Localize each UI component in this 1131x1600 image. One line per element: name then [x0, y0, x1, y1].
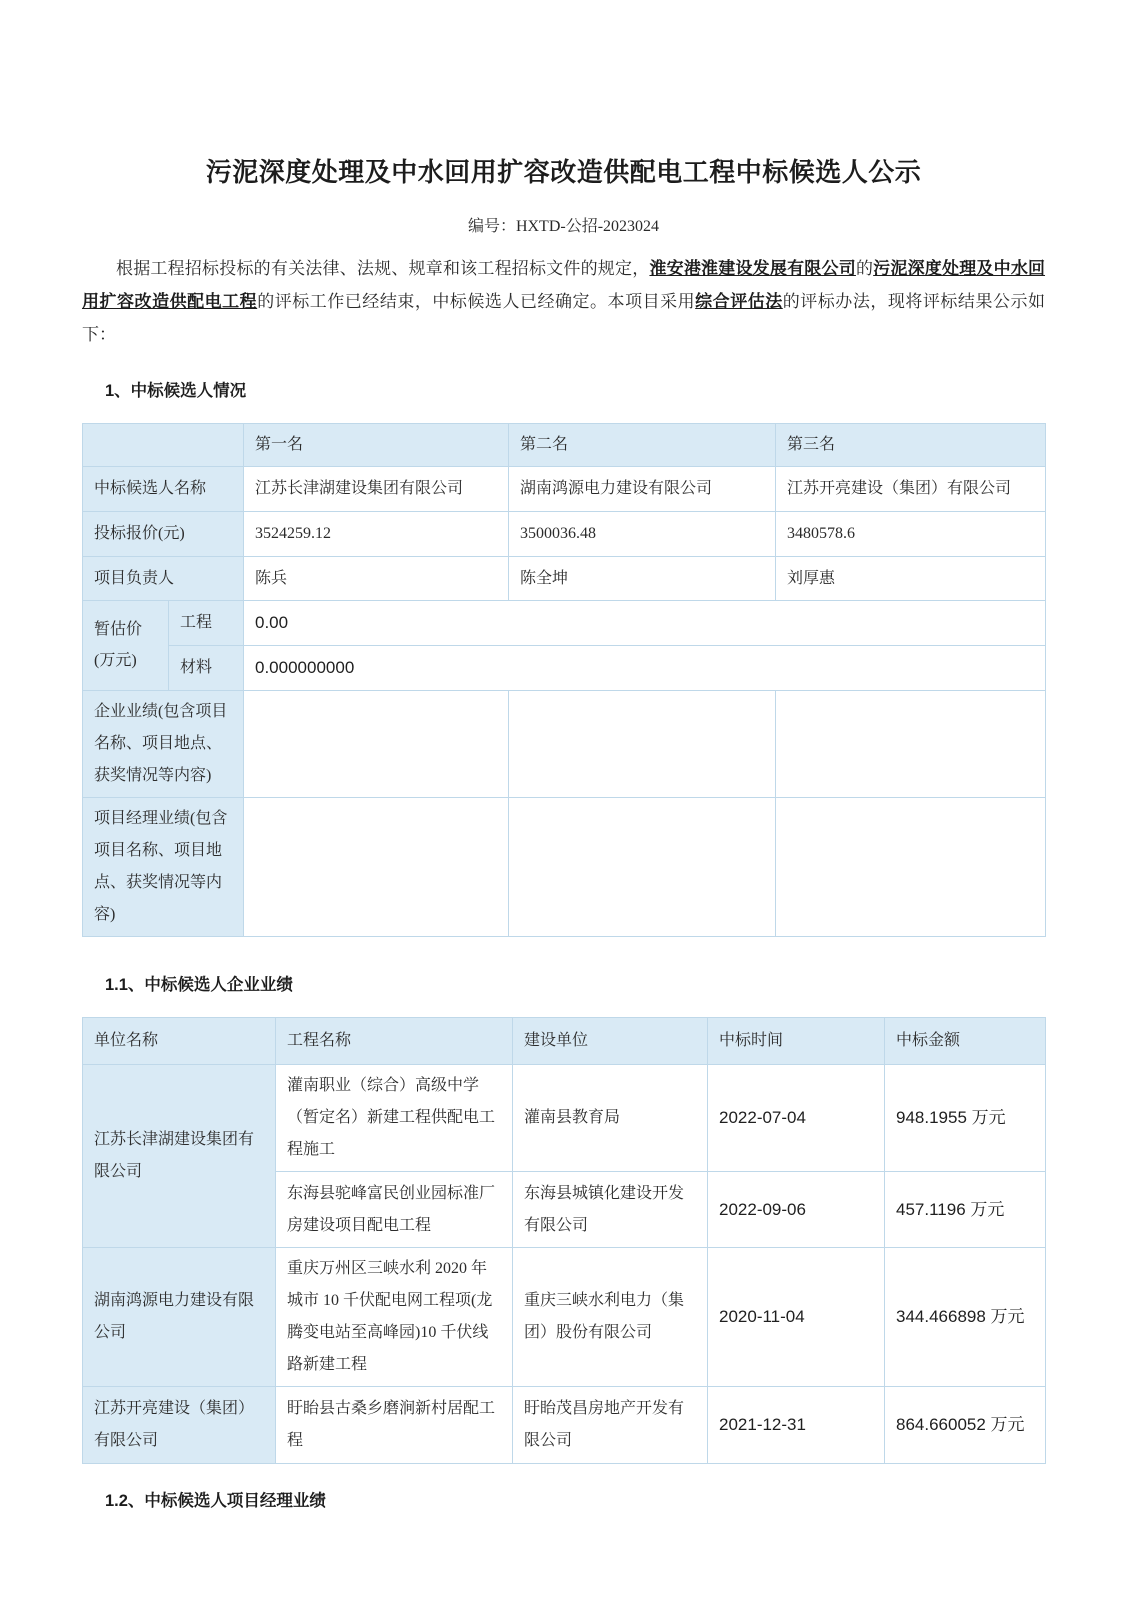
table-cell: 陈全坤	[509, 557, 776, 601]
winners-table	[82, 423, 1046, 937]
row-label: 材料	[169, 646, 244, 691]
column-header-date: 中标时间	[708, 1018, 885, 1065]
section-heading-1: 1、中标候选人情况	[105, 382, 247, 400]
column-header-rank1: 第一名	[244, 424, 509, 467]
table-row-bid-price	[83, 512, 1046, 557]
table-row-candidate-name	[83, 467, 1046, 512]
enterprise-performance-table	[82, 1017, 1046, 1464]
company-cell: 湖南鸿源电力建设有限公司	[83, 1248, 276, 1387]
table-row-manager-performance	[83, 798, 1046, 937]
table-row-performance	[83, 1248, 1046, 1387]
project-cell: 东海县驼峰富民创业园标准厂房建设项目配电工程	[276, 1172, 513, 1248]
estimate-label-line2: (万元)	[94, 651, 137, 669]
owner-cell: 重庆三峡水利电力（集团）股份有限公司	[513, 1248, 708, 1387]
row-label: 工程	[169, 601, 244, 646]
date-cell: 2021-12-31	[708, 1387, 885, 1464]
amount-cell: 457.1196 万元	[885, 1172, 1046, 1248]
row-label: 中标候选人名称	[83, 467, 244, 512]
table-cell: 3524259.12	[244, 512, 509, 557]
column-header-rank2: 第二名	[509, 424, 776, 467]
table-cell: 3500036.48	[509, 512, 776, 557]
date-cell: 2022-09-06	[708, 1172, 885, 1248]
owner-cell: 灌南县教育局	[513, 1065, 708, 1172]
company-cell: 江苏长津湖建设集团有限公司	[83, 1065, 276, 1248]
column-header-rank3: 第三名	[776, 424, 1046, 467]
row-label: 项目负责人	[83, 557, 244, 601]
table-cell: 0.00	[244, 601, 1046, 646]
project-cell: 灌南职业（综合）高级中学（暂定名）新建工程供配电工程施工	[276, 1065, 513, 1172]
empty-cell	[509, 798, 776, 937]
table-row-performance	[83, 1387, 1046, 1464]
intro-text-2: 的	[855, 259, 874, 278]
page-title: 污泥深度处理及中水回用扩容改造供配电工程中标候选人公示	[205, 158, 922, 187]
row-label: 企业业绩(包含项目名称、项目地点、获奖情况等内容)	[83, 691, 244, 798]
estimate-label	[83, 601, 169, 691]
section-heading-1-2: 1.2、中标候选人项目经理业绩	[105, 1492, 326, 1510]
empty-cell	[244, 798, 509, 937]
section-heading-1-1: 1.1、中标候选人企业业绩	[105, 976, 293, 994]
table-cell: 江苏开亮建设（集团）有限公司	[776, 467, 1046, 512]
amount-cell: 344.466898 万元	[885, 1248, 1046, 1387]
evaluation-method: 综合评估法	[695, 292, 783, 311]
table-row-performance	[83, 1065, 1046, 1172]
table-cell: 3480578.6	[776, 512, 1046, 557]
empty-cell	[776, 798, 1046, 937]
table-row-enterprise-performance	[83, 691, 1046, 798]
owner-cell: 东海县城镇化建设开发有限公司	[513, 1172, 708, 1248]
corner-cell	[83, 424, 244, 467]
intro-text-4: 的评标办法，现将评标结果公示如下：	[82, 292, 1046, 344]
row-label: 投标报价(元)	[83, 512, 244, 557]
date-cell: 2020-11-04	[708, 1248, 885, 1387]
table-row-estimate-material	[83, 646, 1046, 691]
date-cell: 2022-07-04	[708, 1065, 885, 1172]
table-cell: 江苏长津湖建设集团有限公司	[244, 467, 509, 512]
intro-text-1: 根据工程招标投标的有关法律、法规、规章和该工程招标文件的规定，	[116, 259, 650, 278]
table-row-estimate-engineering	[83, 601, 1046, 646]
estimate-label-line1: 暂估价	[94, 621, 143, 639]
empty-cell	[244, 691, 509, 798]
performance-header-row	[83, 1018, 1046, 1065]
column-header-amount: 中标金额	[885, 1018, 1046, 1065]
tenderee-name: 淮安港淮建设发展有限公司	[649, 259, 856, 278]
table-cell: 0.000000000	[244, 646, 1046, 691]
amount-cell: 864.660052 万元	[885, 1387, 1046, 1464]
column-header-company: 单位名称	[83, 1018, 276, 1065]
intro-paragraph	[82, 252, 1045, 351]
empty-cell	[776, 691, 1046, 798]
column-header-project: 工程名称	[276, 1018, 513, 1065]
column-header-owner: 建设单位	[513, 1018, 708, 1065]
table-row-project-leader	[83, 557, 1046, 601]
table-cell: 刘厚惠	[776, 557, 1046, 601]
owner-cell: 盱眙茂昌房地产开发有限公司	[513, 1387, 708, 1464]
intro-text-3: 的评标工作已经结束，中标候选人已经确定。本项目采用	[257, 292, 696, 311]
table-cell: 陈兵	[244, 557, 509, 601]
table-cell: 湖南鸿源电力建设有限公司	[509, 467, 776, 512]
amount-cell: 948.1955 万元	[885, 1065, 1046, 1172]
project-cell: 盱眙县古桑乡磨涧新村居配工程	[276, 1387, 513, 1464]
company-cell: 江苏开亮建设（集团）有限公司	[83, 1387, 276, 1464]
project-cell: 重庆万州区三峡水利 2020 年城市 10 千伏配电网工程项(龙腾变电站至高峰园)10 千伏线路新建工程	[276, 1248, 513, 1387]
winners-header-row	[83, 424, 1046, 467]
project-name: 污泥深度处理及中水回用扩容改造供配电工程	[82, 259, 1046, 311]
row-label: 项目经理业绩(包含项目名称、项目地点、获奖情况等内容)	[83, 798, 244, 937]
empty-cell	[509, 691, 776, 798]
doc-number: 编号：HXTD-公招-2023024	[467, 218, 660, 235]
